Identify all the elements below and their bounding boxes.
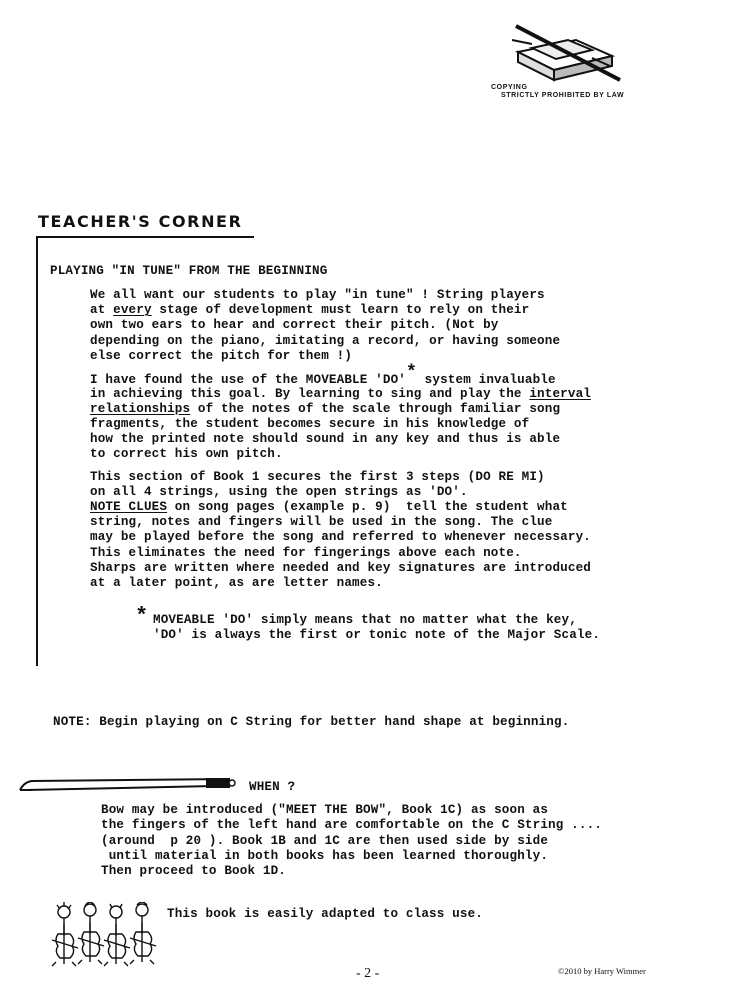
p3-line: string, notes and fingers will be used in the song. The clue — [90, 515, 553, 529]
p1-line: depending on the piano, imitating a record, or having someone — [90, 334, 561, 348]
copyright: ©2010 by Harry Wimmer — [558, 966, 646, 976]
page-title: TEACHER'S CORNER — [38, 212, 243, 231]
crossed-copier-icon — [488, 22, 638, 86]
bow-line: Bow may be introduced ("MEET THE BOW", Book 1C) as soon as — [101, 803, 549, 817]
class-use-note: This book is easily adapted to class use. — [167, 907, 484, 921]
p3-line: Sharps are written where needed and key signatures are introduced — [90, 561, 591, 575]
page-number: - 2 - — [356, 966, 380, 981]
p1-line: else correct the pitch for them !) — [90, 349, 353, 363]
footnote-marker: * — [135, 604, 149, 629]
bow-line: Then proceed to Book 1D. — [101, 864, 286, 878]
p2-line: in achieving this goal. By learning to sing and play the interval — [90, 387, 591, 401]
copying-label: COPYING — [491, 84, 528, 91]
p1-line: own two ears to hear and correct their pitch. (Not by — [90, 318, 499, 332]
copying-notice — [488, 22, 638, 102]
emphasis-interval: interval — [529, 387, 591, 401]
emphasis-every: every — [113, 303, 152, 317]
bow-heading: WHEN ? — [249, 780, 296, 794]
p3-line: at a later point, as are letter names. — [90, 576, 383, 590]
p2-line: to correct his own pitch. — [90, 447, 283, 461]
p3-line: This eliminates the need for fingerings above each note. — [90, 546, 522, 560]
bow-line: (around p 20 ). Book 1B and 1C are then used side by side — [101, 834, 549, 848]
bow-line: the fingers of the left hand are comfortable on the C String .... — [101, 818, 602, 832]
p3-line: may be played before the song and referred to whenever necessary. — [90, 530, 591, 544]
p1-line: We all want our students to play "in tune" ! String players — [90, 288, 545, 302]
header-divider — [36, 236, 254, 238]
emphasis-relationships: relationships — [90, 402, 191, 416]
footnote-line: MOVEABLE 'DO' simply means that no matter what the key, — [153, 613, 577, 627]
section-vertical-rule — [36, 236, 38, 666]
p2-line: fragments, the student becomes secure in his knowledge of — [90, 417, 530, 431]
bow-line: until material in both books has been learned thoroughly. — [101, 849, 549, 863]
bow-icon — [18, 772, 238, 796]
p2-line: how the printed note should sound in any key and thus is able — [90, 432, 561, 446]
p2-line: I have found the use of the MOVEABLE 'DO'* system invaluable — [90, 363, 556, 387]
p2-line: relationships of the notes of the scale through familiar song — [90, 402, 561, 416]
footnote-line: 'DO' is always the first or tonic note of the Major Scale. — [153, 628, 601, 642]
p3-line: on all 4 strings, using the open strings as 'DO'. — [90, 485, 468, 499]
section-heading: PLAYING "IN TUNE" FROM THE BEGINNING — [50, 264, 328, 278]
emphasis-note-clues: NOTE CLUES — [90, 500, 168, 514]
footnote-asterisk: * — [406, 363, 417, 383]
cello-players-icon — [50, 902, 162, 968]
p3-line: NOTE CLUES on song pages (example p. 9) tell the student what — [90, 500, 568, 514]
prohibited-label: STRICTLY PROHIBITED BY LAW — [501, 92, 625, 99]
p3-line: This section of Book 1 secures the first 3 steps (DO RE MI) — [90, 470, 545, 484]
note-line: NOTE: Begin playing on C String for better hand shape at beginning. — [53, 715, 570, 729]
p1-line: at every stage of development must learn to rely on their — [90, 303, 530, 317]
